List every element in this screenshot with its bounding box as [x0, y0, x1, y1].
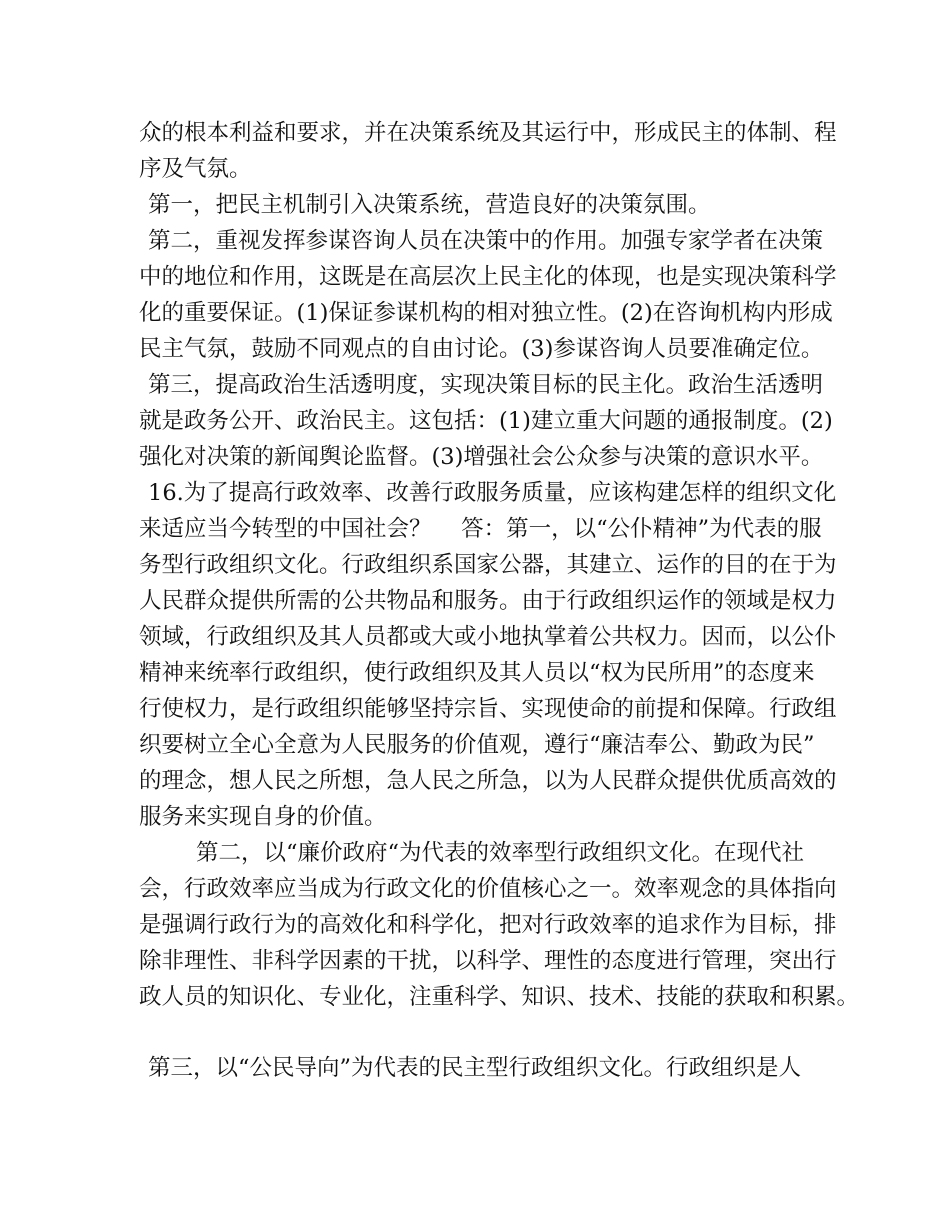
- text-line: 第二，重视发挥参谋咨询人员在决策中的作用。加强专家学者在决策: [148, 228, 824, 254]
- text-line: 16.为了提高行政效率、改善行政服务质量，应该构建怎样的组织文化: [148, 480, 837, 506]
- text-line: 服务来实现自身的价值。: [139, 804, 387, 830]
- text-line: 是强调行政行为的高效化和科学化，把对行政效率的追求作为目标，排: [139, 912, 837, 938]
- text-line: 精神来统率行政组织，使行政组织及其人员以“权为民所用”的态度来: [139, 660, 815, 686]
- text-line: 第三，提高政治生活透明度，实现决策目标的民主化。政治生活透明: [148, 372, 824, 398]
- text-line: 序及气氛。: [139, 156, 252, 182]
- text-line: 务型行政组织文化。行政组织系国家公器，其建立、运作的目的在于为: [139, 552, 837, 578]
- text-line: 行使权力，是行政组织能够坚持宗旨、实现使命的前提和保障。行政组: [139, 696, 837, 722]
- text-line: 政人员的知识化、专业化，注重科学、知识、技术、技能的获取和积累。: [139, 984, 860, 1010]
- text-line: 会，行政效率应当成为行政文化的价值核心之一。效率观念的具体指向: [139, 876, 837, 902]
- text-line: 中的地位和作用，这既是在高层次上民主化的体现，也是实现决策科学: [139, 264, 837, 290]
- text-line: 强化对决策的新闻舆论监督。(3)增强社会公众参与决策的意识水平。: [139, 444, 824, 470]
- text-line: 就是政务公开、政治民主。这包括：(1)建立重大问题的通报制度。(2): [139, 408, 833, 434]
- text-line: 来适应当今转型的中国社会？ 答：第一，以“公仆精神”为代表的服: [139, 516, 822, 542]
- text-line: 第三，以“公民导向”为代表的民主型行政组织文化。行政组织是人: [148, 1055, 802, 1081]
- text-line: 的理念，想人民之所想，急人民之所急，以为人民群众提供优质高效的: [139, 768, 837, 794]
- text-line: 人民群众提供所需的公共物品和服务。由于行政组织运作的领域是权力: [139, 588, 837, 614]
- text-line: 除非理性、非科学因素的干扰，以科学、理性的态度进行管理，突出行: [139, 948, 837, 974]
- text-line: 织要树立全心全意为人民服务的价值观，遵行“廉洁奉公、勤政为民”: [139, 732, 815, 758]
- text-line: 领域，行政组织及其人员都或大或小地执掌着公共权力。因而，以公仆: [139, 624, 837, 650]
- text-line: 第一，把民主机制引入决策系统，营造良好的决策氛围。: [148, 192, 711, 218]
- text-line: 第二，以“廉价政府“为代表的效率型行政组织文化。在现代社: [196, 840, 805, 866]
- text-line: 化的重要保证。(1)保证参谋机构的相对独立性。(2)在咨询机构内形成: [139, 300, 833, 326]
- text-line: 民主气氛，鼓励不同观点的自由讨论。(3)参谋咨询人员要准确定位。: [139, 336, 824, 362]
- text-line: 众的根本利益和要求，并在决策系统及其运行中，形成民主的体制、程: [139, 120, 837, 146]
